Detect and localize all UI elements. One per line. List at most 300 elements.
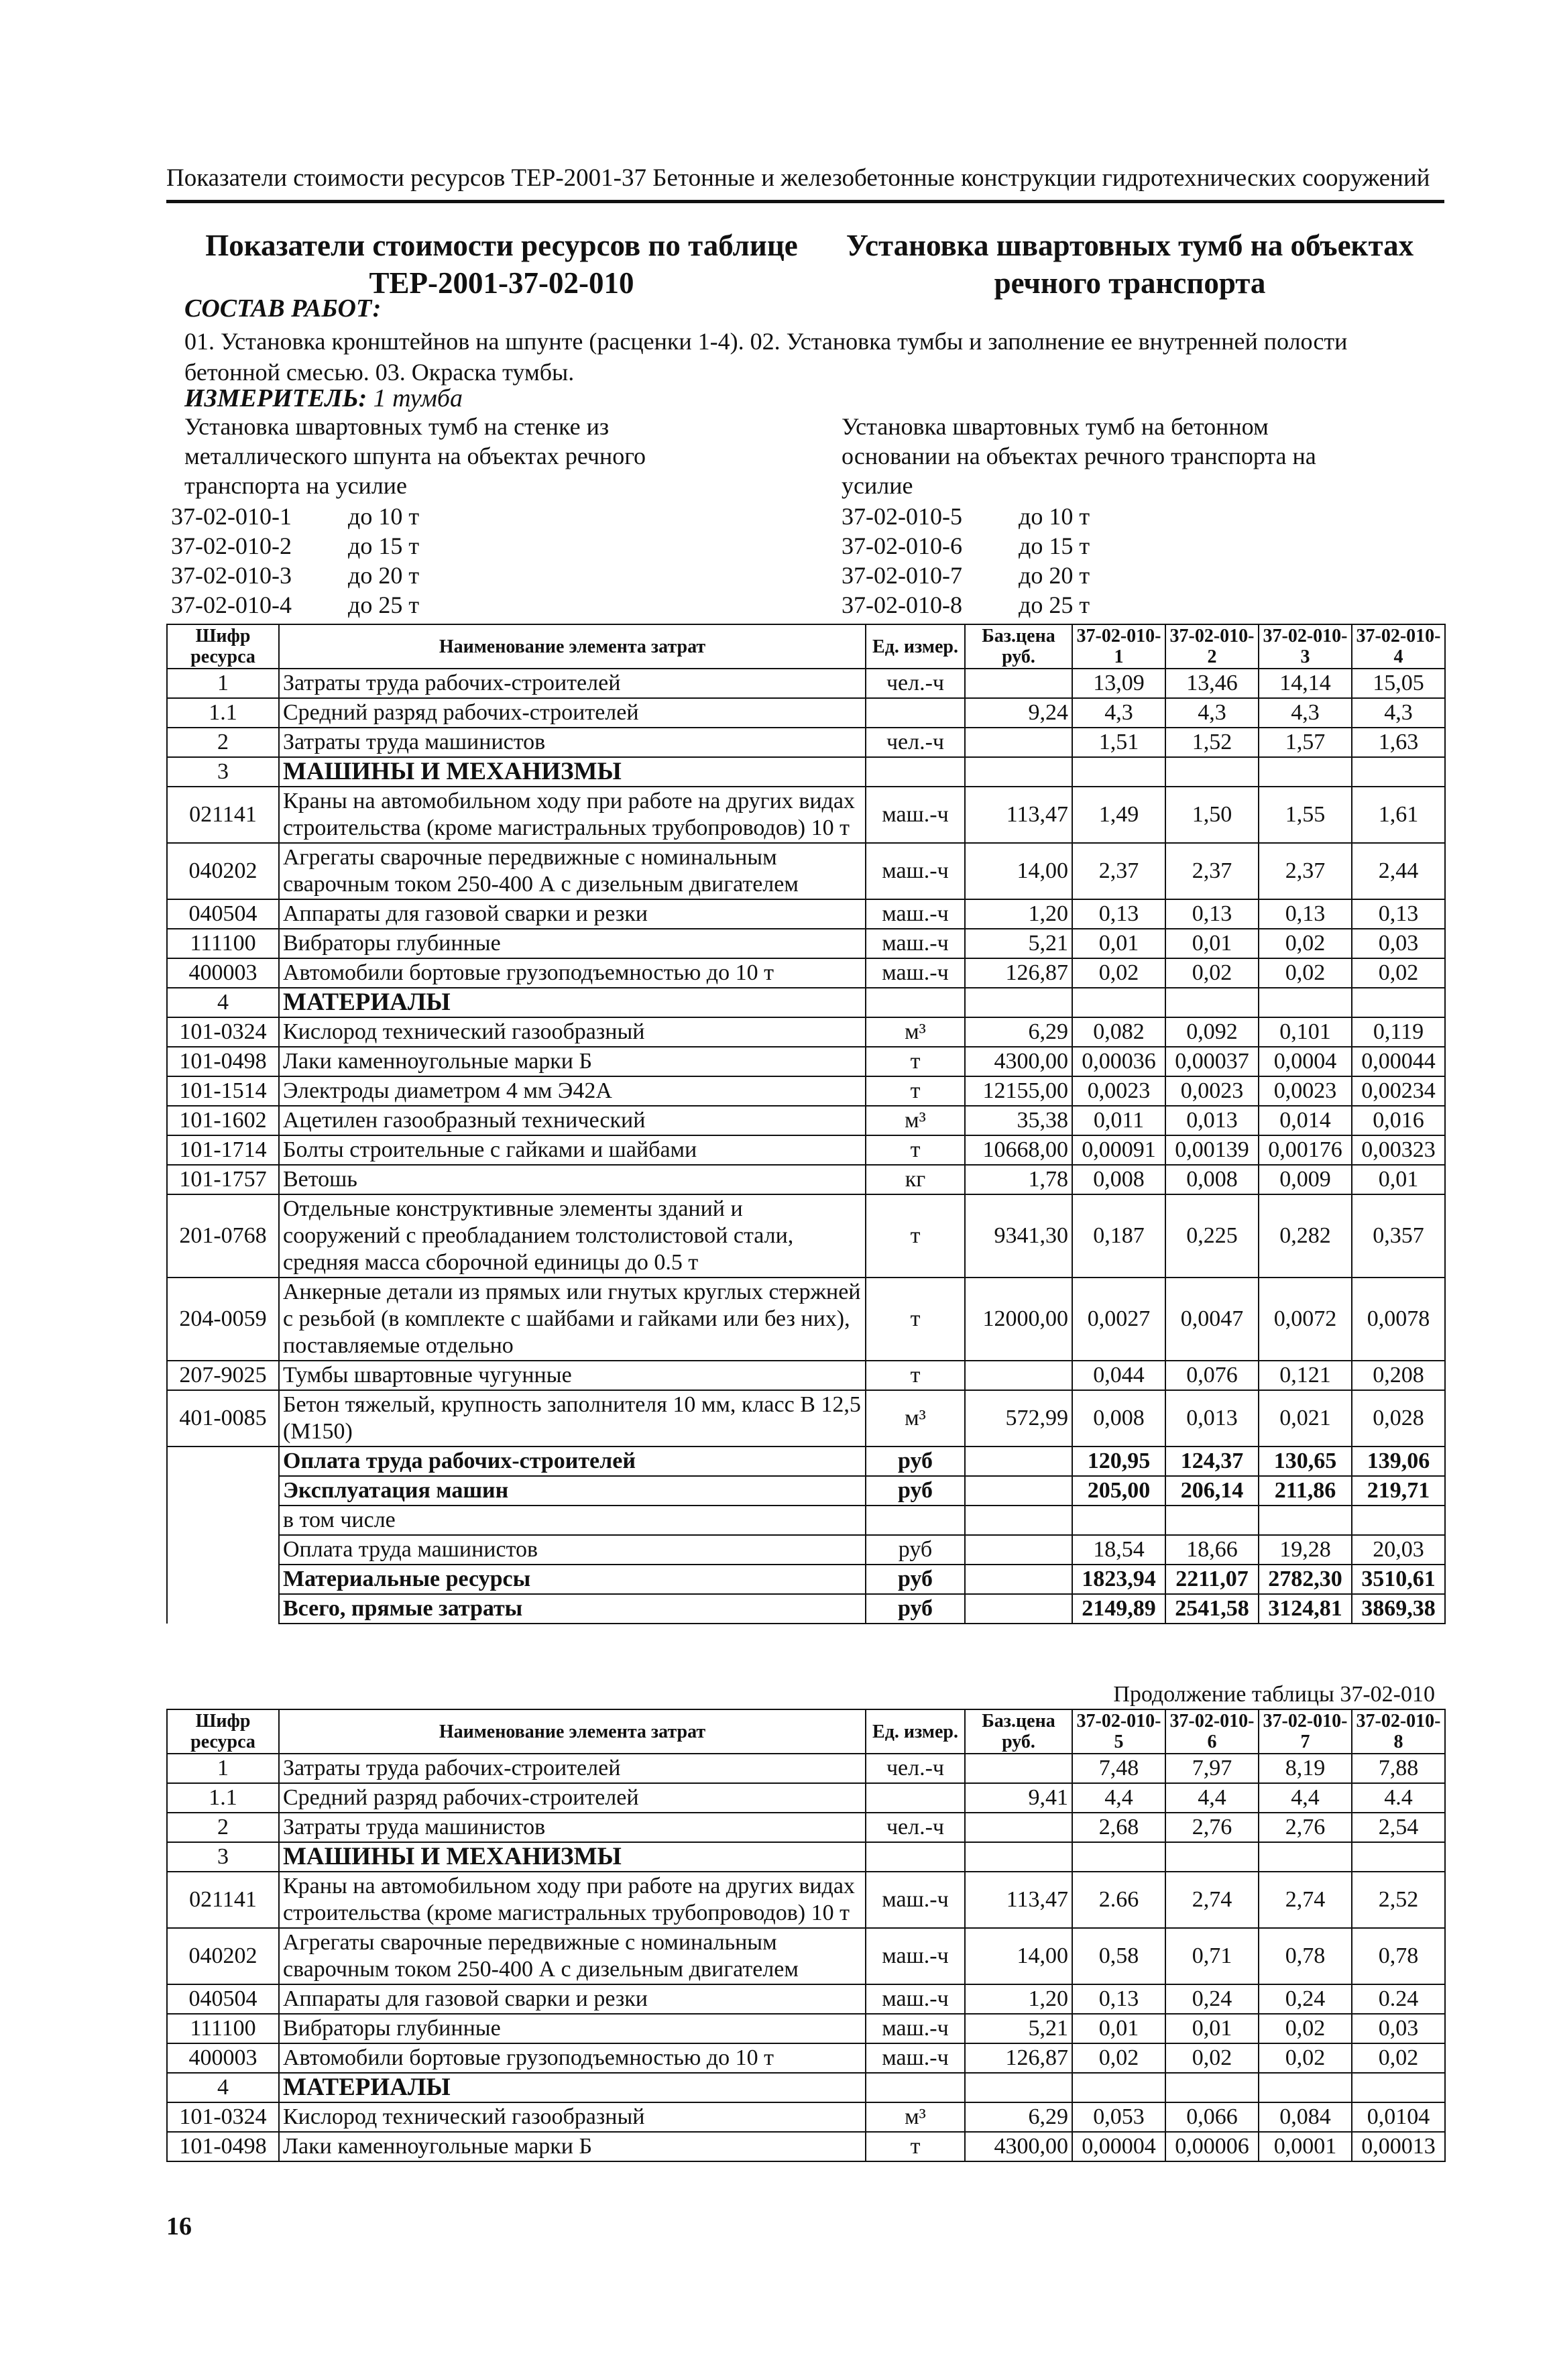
cell-code: 021141 <box>167 787 279 843</box>
works-label: СОСТАВ РАБОТ: <box>184 294 382 323</box>
cell-value: 13,46 <box>1165 669 1259 698</box>
table-row <box>167 2043 1445 2073</box>
cell-unit: т <box>866 1076 965 1106</box>
cell-price: 9,41 <box>965 1783 1072 1813</box>
cell-unit: маш.-ч <box>866 958 965 988</box>
cell-value: 0,13 <box>1072 1984 1165 2014</box>
cell-value: 0,00013 <box>1352 2132 1445 2161</box>
cell-blank <box>167 1535 279 1565</box>
cell-code: 111100 <box>167 2014 279 2043</box>
cell-name: Агрегаты сварочные передвижные с номинальным сварочным током 250-400 А с дизельным двигателем <box>279 843 866 899</box>
cell-value: 0,01 <box>1072 2014 1165 2043</box>
cell-unit: т <box>866 2132 965 2161</box>
table-row <box>167 1017 1445 1047</box>
cell-value: 15,05 <box>1352 669 1445 698</box>
cell-unit <box>866 2073 965 2102</box>
cell-value: 2,37 <box>1165 843 1259 899</box>
table-row <box>167 2014 1445 2043</box>
cell-name: МАШИНЫ И МЕХАНИЗМЫ <box>279 757 866 787</box>
total-row <box>167 1565 1445 1594</box>
cell-value: 1,51 <box>1072 728 1165 757</box>
cell-value: 0,00176 <box>1259 1135 1352 1165</box>
total-value: 2541,58 <box>1165 1594 1259 1624</box>
cell-name: Кислород технический газообразный <box>279 1017 866 1047</box>
cell-name: Болты строительные с гайками и шайбами <box>279 1135 866 1165</box>
cell-code: 1 <box>167 669 279 698</box>
cell-name: Лаки каменноугольные марки Б <box>279 1047 866 1076</box>
cell-value: 0,00037 <box>1165 1047 1259 1076</box>
cell-code: 401-0085 <box>167 1390 279 1447</box>
cell-value: 0,092 <box>1165 1017 1259 1047</box>
cell-code: 101-0498 <box>167 1047 279 1076</box>
cell-code: 4 <box>167 988 279 1017</box>
cell-code: 207-9025 <box>167 1361 279 1390</box>
cell-value: 0,02 <box>1352 2043 1445 2073</box>
cell-code: 040202 <box>167 1928 279 1984</box>
cell-unit: маш.-ч <box>866 1872 965 1928</box>
cell-code: 101-1514 <box>167 1076 279 1106</box>
cell-name: Аппараты для газовой сварки и резки <box>279 899 866 929</box>
cell-value: 0,02 <box>1352 958 1445 988</box>
cell-name: Бетон тяжелый, крупность заполнителя 10 мм, класс В 12,5 (М150) <box>279 1390 866 1447</box>
section-row <box>167 1842 1445 1872</box>
table-row <box>167 1135 1445 1165</box>
cell-unit <box>866 1783 965 1813</box>
total-name: Эксплуатация машин <box>279 1476 866 1506</box>
header-price: Баз.цена руб. <box>965 1709 1072 1754</box>
table-row <box>167 1076 1445 1106</box>
cell-code: 101-0324 <box>167 2102 279 2132</box>
total-value: 219,71 <box>1352 1476 1445 1506</box>
total-row <box>167 1447 1445 1476</box>
cell-value: 0,01 <box>1072 929 1165 958</box>
code-row <box>171 502 419 531</box>
total-value: 18,54 <box>1072 1535 1165 1565</box>
header-col: 37-02-010-2 <box>1165 624 1259 669</box>
header-col: 37-02-010-7 <box>1259 1709 1352 1754</box>
cell-value: 0,02 <box>1259 2043 1352 2073</box>
header-price: Баз.цена руб. <box>965 624 1072 669</box>
cell-price: 35,38 <box>965 1106 1072 1135</box>
cell-value: 0,00234 <box>1352 1076 1445 1106</box>
cell-code: 201-0768 <box>167 1194 279 1278</box>
cell-price <box>965 669 1072 698</box>
table-row <box>167 929 1445 958</box>
cell-value <box>1259 988 1352 1017</box>
cell-unit: чел.-ч <box>866 1754 965 1783</box>
total-unit: руб <box>866 1476 965 1506</box>
cell-price: 12155,00 <box>965 1076 1072 1106</box>
meter-unit: 1 тумба <box>373 384 463 412</box>
rate-code: 37-02-010-6 <box>842 532 962 559</box>
cell-value: 1,52 <box>1165 728 1259 757</box>
total-value: 3869,38 <box>1352 1594 1445 1624</box>
table-row <box>167 843 1445 899</box>
code-row <box>842 502 1090 531</box>
cell-code: 111100 <box>167 929 279 958</box>
cell-blank <box>167 1476 279 1506</box>
cell-value: 0,00139 <box>1165 1135 1259 1165</box>
table-row <box>167 1278 1445 1361</box>
meter-label: ИЗМЕРИТЕЛЬ: <box>184 384 367 412</box>
table-row <box>167 1754 1445 1783</box>
cell-unit: чел.-ч <box>866 728 965 757</box>
table-row <box>167 2132 1445 2161</box>
cell-value: 0,0023 <box>1165 1076 1259 1106</box>
cell-price <box>965 728 1072 757</box>
section-row <box>167 988 1445 1017</box>
code-row <box>171 590 419 620</box>
cell-unit: кг <box>866 1165 965 1194</box>
total-value: 2211,07 <box>1165 1565 1259 1594</box>
cell-blank <box>167 1506 279 1535</box>
cell-value: 0,101 <box>1259 1017 1352 1047</box>
code-row <box>842 561 1090 590</box>
cell-value: 2,76 <box>1259 1813 1352 1842</box>
cell-value: 0,282 <box>1259 1194 1352 1278</box>
cell-code: 101-1602 <box>167 1106 279 1135</box>
cell-value: 0,0078 <box>1352 1278 1445 1361</box>
cell-value: 0,082 <box>1072 1017 1165 1047</box>
cell-name: Электроды диаметром 4 мм Э42А <box>279 1076 866 1106</box>
cell-price: 9341,30 <box>965 1194 1072 1278</box>
cell-code: 1.1 <box>167 1783 279 1813</box>
cell-value: 1,57 <box>1259 728 1352 757</box>
cell-value: 0,01 <box>1165 929 1259 958</box>
cell-price <box>965 1813 1072 1842</box>
total-value: 1823,94 <box>1072 1565 1165 1594</box>
cell-value: 4,4 <box>1072 1783 1165 1813</box>
table-row <box>167 1106 1445 1135</box>
cell-name: Затраты труда машинистов <box>279 728 866 757</box>
page-number: 16 <box>166 2212 192 2241</box>
header-col: 37-02-010-1 <box>1072 624 1165 669</box>
cell-blank <box>167 1594 279 1624</box>
cell-code: 021141 <box>167 1872 279 1928</box>
cell-value: 0,58 <box>1072 1928 1165 1984</box>
cell-value <box>1165 757 1259 787</box>
code-row <box>171 561 419 590</box>
total-unit: руб <box>866 1447 965 1476</box>
cell-unit <box>866 698 965 728</box>
cell-name: Анкерные детали из прямых или гнутых круглых стержней с резьбой (в комплекте с шайбами и гайками или без них), поставляемые отдельно <box>279 1278 866 1361</box>
total-value: 211,86 <box>1259 1476 1352 1506</box>
cell-value: 0.24 <box>1352 1984 1445 2014</box>
cell-name: Ветошь <box>279 1165 866 1194</box>
cell-value: 0,02 <box>1072 2043 1165 2073</box>
cell-value: 0,03 <box>1352 929 1445 958</box>
cell-value: 0,028 <box>1352 1390 1445 1447</box>
cell-unit: т <box>866 1047 965 1076</box>
table-row <box>167 1928 1445 1984</box>
cell-price <box>965 757 1072 787</box>
cell-price: 14,00 <box>965 1928 1072 1984</box>
cell-value: 7,88 <box>1352 1754 1445 1783</box>
cell-name: Вибраторы глубинные <box>279 929 866 958</box>
cell-unit: т <box>866 1361 965 1390</box>
table-row <box>167 787 1445 843</box>
cell-unit: маш.-ч <box>866 2043 965 2073</box>
cell-value: 2,44 <box>1352 843 1445 899</box>
cell-value: 0,021 <box>1259 1390 1352 1447</box>
cell-name: Ацетилен газообразный технический <box>279 1106 866 1135</box>
cell-value: 0,02 <box>1072 958 1165 988</box>
cell-value: 1,63 <box>1352 728 1445 757</box>
cell-value <box>1259 757 1352 787</box>
total-name: Материальные ресурсы <box>279 1565 866 1594</box>
cell-blank <box>965 1506 1072 1535</box>
cell-unit <box>866 1842 965 1872</box>
cell-value: 0,0001 <box>1259 2132 1352 2161</box>
cell-value <box>1072 757 1165 787</box>
cell-blank <box>167 1565 279 1594</box>
total-value: 130,65 <box>1259 1447 1352 1476</box>
total-value: 20,03 <box>1352 1535 1445 1565</box>
cell-value: 4.4 <box>1352 1783 1445 1813</box>
header-unit: Ед. измер. <box>866 1709 965 1754</box>
cell-value: 8,19 <box>1259 1754 1352 1783</box>
cell-code: 101-1714 <box>167 1135 279 1165</box>
cell-blank <box>965 1594 1072 1624</box>
table-header-row <box>167 1709 1445 1754</box>
cell-value: 2,76 <box>1165 1813 1259 1842</box>
cell-price: 5,21 <box>965 2014 1072 2043</box>
rate-load: до 10 т <box>1019 503 1090 530</box>
cell-value: 0,03 <box>1352 2014 1445 2043</box>
rate-code: 37-02-010-4 <box>171 591 292 618</box>
cell-price: 126,87 <box>965 2043 1072 2073</box>
left-description: Установка швартовных тумб на стенке из металлического шпунта на объектах речного транспорта на усилие <box>184 413 646 499</box>
total-value: 18,66 <box>1165 1535 1259 1565</box>
cell-value: 0,013 <box>1165 1106 1259 1135</box>
cell-value <box>1352 988 1445 1017</box>
table-row <box>167 669 1445 698</box>
cell-unit: маш.-ч <box>866 1984 965 2014</box>
cell-price: 113,47 <box>965 787 1072 843</box>
total-value <box>1072 1506 1165 1535</box>
cell-price <box>965 2073 1072 2102</box>
cell-value: 0,0072 <box>1259 1278 1352 1361</box>
rate-load: до 15 т <box>1019 532 1090 559</box>
total-value: 2782,30 <box>1259 1565 1352 1594</box>
rate-code: 37-02-010-1 <box>171 503 292 530</box>
cell-price: 1,20 <box>965 1984 1072 2014</box>
work-title: Установка швартовных тумб на объектах речного транспорта <box>846 229 1414 300</box>
header-col: 37-02-010-3 <box>1259 624 1352 669</box>
cell-value: 2,74 <box>1259 1872 1352 1928</box>
header-name: Наименование элемента затрат <box>279 624 866 669</box>
cell-price: 126,87 <box>965 958 1072 988</box>
cell-price: 1,78 <box>965 1165 1072 1194</box>
cell-value: 0,0004 <box>1259 1047 1352 1076</box>
cell-value: 0,044 <box>1072 1361 1165 1390</box>
cell-value: 0,02 <box>1259 929 1352 958</box>
cost-table-2 <box>166 1709 1446 2162</box>
table-row <box>167 899 1445 929</box>
cell-price: 10668,00 <box>965 1135 1072 1165</box>
cell-value: 0,009 <box>1259 1165 1352 1194</box>
section-row <box>167 2073 1445 2102</box>
cell-value: 0,0023 <box>1072 1076 1165 1106</box>
cell-value: 13,09 <box>1072 669 1165 698</box>
cell-unit: т <box>866 1194 965 1278</box>
cell-value: 0,13 <box>1165 899 1259 929</box>
total-unit: руб <box>866 1565 965 1594</box>
cell-value: 0,02 <box>1165 2043 1259 2073</box>
cell-code: 1 <box>167 1754 279 1783</box>
cell-name: Аппараты для газовой сварки и резки <box>279 1984 866 2014</box>
cell-value <box>1352 1842 1445 1872</box>
cost-table-1 <box>166 624 1446 1624</box>
table-row <box>167 1783 1445 1813</box>
cell-value: 0,225 <box>1165 1194 1259 1278</box>
cell-value: 7,97 <box>1165 1754 1259 1783</box>
rate-load: до 25 т <box>348 591 420 618</box>
total-unit: руб <box>866 1594 965 1624</box>
cell-value <box>1072 988 1165 1017</box>
table-row <box>167 1813 1445 1842</box>
cell-unit: т <box>866 1135 965 1165</box>
cell-blank <box>965 1565 1072 1594</box>
total-value: 19,28 <box>1259 1535 1352 1565</box>
cell-value: 0,71 <box>1165 1928 1259 1984</box>
cell-name: Средний разряд рабочих-строителей <box>279 1783 866 1813</box>
rate-load: до 15 т <box>348 532 420 559</box>
cell-value: 0,066 <box>1165 2102 1259 2132</box>
cell-name: Лаки каменноугольные марки Б <box>279 2132 866 2161</box>
code-row <box>842 590 1090 620</box>
cell-value: 4,3 <box>1165 698 1259 728</box>
cell-value: 2,37 <box>1259 843 1352 899</box>
cell-price: 9,24 <box>965 698 1072 728</box>
header-col: 37-02-010-6 <box>1165 1709 1259 1754</box>
cell-unit: чел.-ч <box>866 1813 965 1842</box>
cell-value: 14,14 <box>1259 669 1352 698</box>
cell-blank <box>965 1447 1072 1476</box>
cell-value: 1,49 <box>1072 787 1165 843</box>
table-row <box>167 728 1445 757</box>
cell-value: 2.66 <box>1072 1872 1165 1928</box>
cell-value: 7,48 <box>1072 1754 1165 1783</box>
cell-unit: маш.-ч <box>866 929 965 958</box>
cell-value <box>1165 988 1259 1017</box>
table-row <box>167 698 1445 728</box>
cell-value: 0,78 <box>1259 1928 1352 1984</box>
cell-value: 2,52 <box>1352 1872 1445 1928</box>
cell-value: 0,008 <box>1072 1165 1165 1194</box>
cell-code: 2 <box>167 1813 279 1842</box>
cell-code: 400003 <box>167 2043 279 2073</box>
cell-price: 12000,00 <box>965 1278 1072 1361</box>
header-col: 37-02-010-4 <box>1352 624 1445 669</box>
rate-load: до 25 т <box>1019 591 1090 618</box>
cell-value: 0,187 <box>1072 1194 1165 1278</box>
cell-value: 0,13 <box>1072 899 1165 929</box>
cell-value: 1,50 <box>1165 787 1259 843</box>
total-row <box>167 1506 1445 1535</box>
cell-code: 040202 <box>167 843 279 899</box>
cell-value: 2,54 <box>1352 1813 1445 1842</box>
cell-value: 0,00004 <box>1072 2132 1165 2161</box>
right-description: Установка швартовных тумб на бетонном основании на объектах речного транспорта на усилие <box>842 413 1316 499</box>
cell-value: 0,0047 <box>1165 1278 1259 1361</box>
table-row <box>167 1390 1445 1447</box>
rate-load: до 20 т <box>1019 562 1090 589</box>
cell-name: Вибраторы глубинные <box>279 2014 866 2043</box>
cell-value: 0,013 <box>1165 1390 1259 1447</box>
cell-price: 4300,00 <box>965 1047 1072 1076</box>
cell-value <box>1259 2073 1352 2102</box>
cell-value: 0,008 <box>1072 1390 1165 1447</box>
total-value: 206,14 <box>1165 1476 1259 1506</box>
cell-value: 1,55 <box>1259 787 1352 843</box>
section-row <box>167 757 1445 787</box>
cell-unit: маш.-ч <box>866 2014 965 2043</box>
cell-value: 4,4 <box>1259 1783 1352 1813</box>
continuation-label: Продолжение таблицы 37-02-010 <box>1113 1682 1435 1707</box>
cell-value: 0,0027 <box>1072 1278 1165 1361</box>
left-code-list <box>171 502 419 620</box>
total-unit: руб <box>866 1535 965 1565</box>
rate-code: 37-02-010-5 <box>842 503 962 530</box>
cell-value: 0,121 <box>1259 1361 1352 1390</box>
cell-price: 6,29 <box>965 1017 1072 1047</box>
meter-line <box>184 384 463 413</box>
cell-value: 0,24 <box>1259 1984 1352 2014</box>
cell-name: Краны на автомобильном ходу при работе на других видах строительства (кроме магистральных трубопроводов) 10 т <box>279 1872 866 1928</box>
header-name: Наименование элемента затрат <box>279 1709 866 1754</box>
cell-unit: т <box>866 1278 965 1361</box>
cell-value <box>1259 1842 1352 1872</box>
total-value: 120,95 <box>1072 1447 1165 1476</box>
cell-unit: м³ <box>866 2102 965 2132</box>
cell-name: Кислород технический газообразный <box>279 2102 866 2132</box>
cell-value: 0,084 <box>1259 2102 1352 2132</box>
total-name: Оплата труда машинистов <box>279 1535 866 1565</box>
cell-value: 0,00091 <box>1072 1135 1165 1165</box>
cell-value: 0,00044 <box>1352 1047 1445 1076</box>
cell-value: 0,016 <box>1352 1106 1445 1135</box>
cell-value: 0,02 <box>1165 958 1259 988</box>
cell-value: 0,01 <box>1165 2014 1259 2043</box>
cell-value: 0,008 <box>1165 1165 1259 1194</box>
cell-value: 0,00036 <box>1072 1047 1165 1076</box>
cell-value: 4,3 <box>1259 698 1352 728</box>
table-row <box>167 1872 1445 1928</box>
cell-value <box>1352 2073 1445 2102</box>
code-row <box>171 531 419 561</box>
cell-name: Краны на автомобильном ходу при работе на других видах строительства (кроме магистральных трубопроводов) 10 т <box>279 787 866 843</box>
cell-unit: м³ <box>866 1390 965 1447</box>
cell-price: 6,29 <box>965 2102 1072 2132</box>
cell-value: 0,78 <box>1352 1928 1445 1984</box>
cell-value: 4,3 <box>1072 698 1165 728</box>
code-row <box>842 531 1090 561</box>
cell-unit <box>866 988 965 1017</box>
rate-load: до 20 т <box>348 562 420 589</box>
cell-code: 040504 <box>167 1984 279 2014</box>
table-row <box>167 958 1445 988</box>
rate-code: 37-02-010-8 <box>842 591 962 618</box>
works-text: 01. Установка кронштейнов на шпунте (расценки 1-4). 02. Установка тумбы и заполнение ее внутренней полости бетонной смесью. 03. Окраска тумбы. <box>184 328 1348 386</box>
cell-value: 0,02 <box>1259 2014 1352 2043</box>
cell-value <box>1165 2073 1259 2102</box>
header-col: 37-02-010-5 <box>1072 1709 1165 1754</box>
cell-value: 0,02 <box>1259 958 1352 988</box>
table-row <box>167 1984 1445 2014</box>
cell-value: 2,74 <box>1165 1872 1259 1928</box>
cell-unit <box>866 757 965 787</box>
